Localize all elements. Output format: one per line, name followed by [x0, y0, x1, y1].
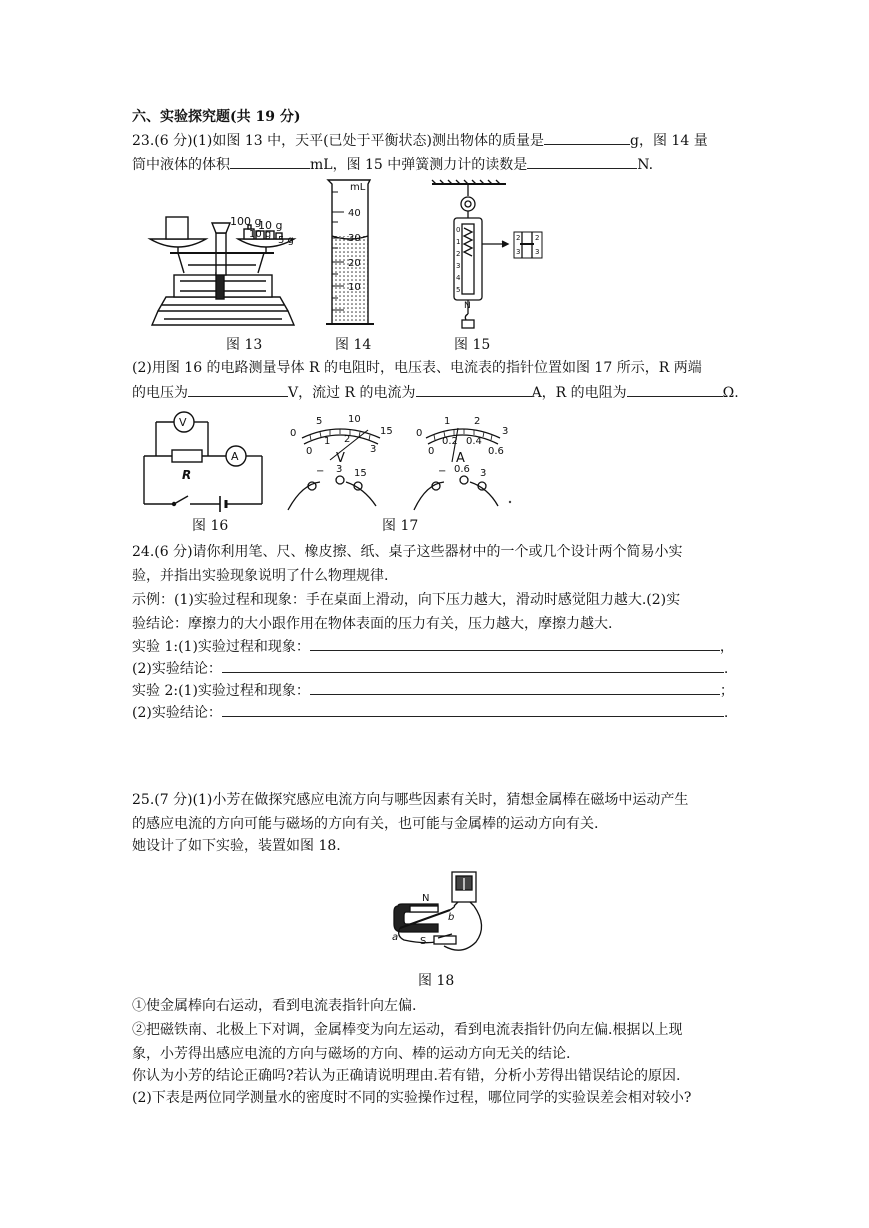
magnified-3-right: 3 — [535, 248, 540, 256]
north-pole-label: N — [422, 893, 430, 904]
q24-example-line-2: 验结论：摩擦力的大小跟作用在物体表面的压力有关，压力越大，摩擦力越大. — [132, 616, 613, 632]
spring-scale-5: 5 — [456, 286, 461, 294]
q25-line-3: 她设计了如下实验，装置如图 18. — [132, 838, 341, 854]
volt-terminal-3: 3 — [336, 464, 343, 475]
resistance-answer-blank[interactable] — [627, 382, 723, 397]
q25-ask: 你认为小芳的结论正确吗?若认为正确请说明理由.若有错，分析小芳得出错误结论的原因. — [132, 1068, 681, 1084]
q25-line-2: 的感应电流的方向可能与磁场的方向有关，也可能与金属棒的运动方向有关. — [132, 816, 599, 832]
volt-outer-10: 10 — [348, 414, 361, 425]
cylinder-tick-20: 20 — [348, 258, 361, 269]
q25-step-2-line-2: 象，小芳得出感应电流的方向与磁场的方向、棒的运动方向无关的结论. — [132, 1046, 571, 1062]
balance-figure — [148, 195, 298, 330]
amp-terminal-06: 0.6 — [454, 464, 470, 475]
volt-terminal-minus: − — [316, 466, 325, 477]
ammeter-symbol: A — [231, 450, 239, 463]
amp-inner-02: 0.2 — [442, 436, 458, 447]
q23-part2-line-1: (2)用图 16 的电路测量导体 R 的电阻时，电压表、电流表的指针位置如图 17 所示，R 两端 — [132, 360, 702, 376]
q24-line-1: 24.(6 分)请你利用笔、尺、橡皮擦、纸、桌子这些器材中的一个或几个设计两个简易小实 — [132, 544, 683, 560]
exp2-conclusion-blank[interactable] — [222, 702, 724, 717]
q24-exp2-process: 实验 2:(1)实验过程和现象： ； — [132, 680, 734, 701]
resistor-label: R — [182, 468, 192, 482]
ammeter-dial-figure — [408, 410, 518, 515]
volume-answer-blank[interactable] — [230, 154, 310, 169]
volt-outer-15: 15 — [380, 426, 393, 437]
volt-outer-0: 0 — [290, 428, 297, 439]
current-answer-blank[interactable] — [416, 382, 532, 397]
q25-part-2: (2)下表是两位同学测量水的密度时不同的实验操作过程，哪位同学的实验误差会相对较小? — [132, 1090, 692, 1106]
weight-label-100g: 100 g — [230, 215, 262, 228]
magnified-2: 2 — [516, 234, 521, 242]
graduated-cylinder-figure — [322, 178, 382, 328]
amp-inner-06: 0.6 — [488, 446, 504, 457]
cylinder-tick-40: 40 — [348, 208, 361, 219]
amp-inner-04: 0.4 — [466, 436, 482, 447]
q24-exp1-conclusion: (2)实验结论： . — [132, 658, 728, 679]
weight-label-10g-b: 10 g — [249, 229, 272, 240]
fig15-caption: 图 15 — [454, 337, 491, 353]
weight-label-10g-a: 10 g — [258, 219, 283, 232]
fig14-caption: 图 14 — [335, 337, 372, 353]
bar-end-a-label: a — [392, 932, 399, 943]
ammeter-letter: A — [456, 451, 465, 466]
amp-terminal-minus: − — [438, 466, 447, 477]
volt-inner-3: 3 — [370, 444, 377, 455]
exp2-process-blank[interactable] — [310, 680, 720, 695]
amp-outer-1: 1 — [444, 416, 451, 427]
amp-outer-0: 0 — [416, 428, 423, 439]
q25-step-2-line-1: ②把磁铁南、北极上下对调，金属棒变为向左运动，看到电流表指针仍向左偏.根据以上现 — [132, 1022, 683, 1038]
bar-end-b-label: b — [448, 912, 455, 923]
amp-inner-0: 0 — [428, 446, 435, 457]
volt-terminal-15: 15 — [354, 468, 367, 479]
weight-label-5g: 5 g — [278, 235, 294, 246]
spring-scale-unit: N — [464, 301, 471, 311]
volt-inner-1: 1 — [324, 436, 331, 447]
circuit-figure — [138, 412, 268, 512]
q23-line-1: 23.(6 分)(1)如图 13 中，天平(已处于平衡状态)测出物体的质量是 g，图 14 量 — [132, 130, 708, 151]
q23-line-2: 筒中液体的体积 mL，图 15 中弹簧测力计的读数是 N. — [132, 154, 653, 175]
volt-inner-2: 2 — [344, 434, 351, 445]
voltmeter-symbol: V — [179, 416, 187, 429]
amp-outer-3: 3 — [502, 426, 509, 437]
cylinder-tick-10: 10 — [348, 282, 361, 293]
cylinder-tick-30: 30 — [348, 233, 361, 244]
spring-scale-1: 1 — [456, 238, 461, 246]
section-title: 六、实验探究题(共 19 分) — [132, 109, 301, 125]
fig18-caption: 图 18 — [418, 973, 455, 989]
q25-step-1: ①使金属棒向右运动，看到电流表指针向左偏. — [132, 998, 417, 1014]
amp-terminal-3: 3 — [480, 468, 487, 479]
induction-apparatus-figure — [392, 866, 492, 958]
volt-inner-0: 0 — [306, 446, 313, 457]
q24-example-line-1: 示例：(1)实验过程和现象：手在桌面上滑动，向下压力越大，滑动时感觉阻力越大.(2)实 — [132, 592, 681, 608]
south-pole-label: S — [420, 936, 427, 947]
q24-exp1-process: 实验 1:(1)实验过程和现象： ， — [132, 636, 734, 657]
spring-scale-2: 2 — [456, 250, 461, 258]
fig17-caption: 图 17 — [382, 518, 419, 534]
voltmeter-dial-figure — [280, 410, 400, 515]
mass-answer-blank[interactable] — [544, 130, 630, 145]
q25-line-1: 25.(7 分)(1)小芳在做探究感应电流方向与哪些因素有关时，猜想金属棒在磁场中运动产生 — [132, 792, 689, 808]
magnified-3: 3 — [516, 248, 521, 256]
force-answer-blank[interactable] — [527, 154, 637, 169]
q24-line-2: 验，并指出实验现象说明了什么物理规律. — [132, 568, 389, 584]
fig16-caption: 图 16 — [192, 518, 229, 534]
exp1-process-blank[interactable] — [310, 636, 720, 651]
magnified-2-right: 2 — [535, 234, 540, 242]
exp1-conclusion-blank[interactable] — [222, 658, 724, 673]
q24-exp2-conclusion: (2)实验结论： . — [132, 702, 728, 723]
volt-outer-5: 5 — [316, 416, 323, 427]
spring-scale-0: 0 — [456, 226, 461, 234]
q23-part2-line-2: 的电压为 V，流过 R 的电流为 A，R 的电阻为 Ω. — [132, 382, 739, 403]
spring-scale-figure — [432, 180, 552, 330]
voltmeter-letter: V — [336, 451, 345, 466]
spring-scale-4: 4 — [456, 274, 461, 282]
fig13-caption: 图 13 — [226, 337, 263, 353]
amp-outer-2: 2 — [474, 416, 481, 427]
spring-scale-3: 3 — [456, 262, 461, 270]
cylinder-unit-label: mL — [350, 182, 366, 193]
voltage-answer-blank[interactable] — [188, 382, 288, 397]
